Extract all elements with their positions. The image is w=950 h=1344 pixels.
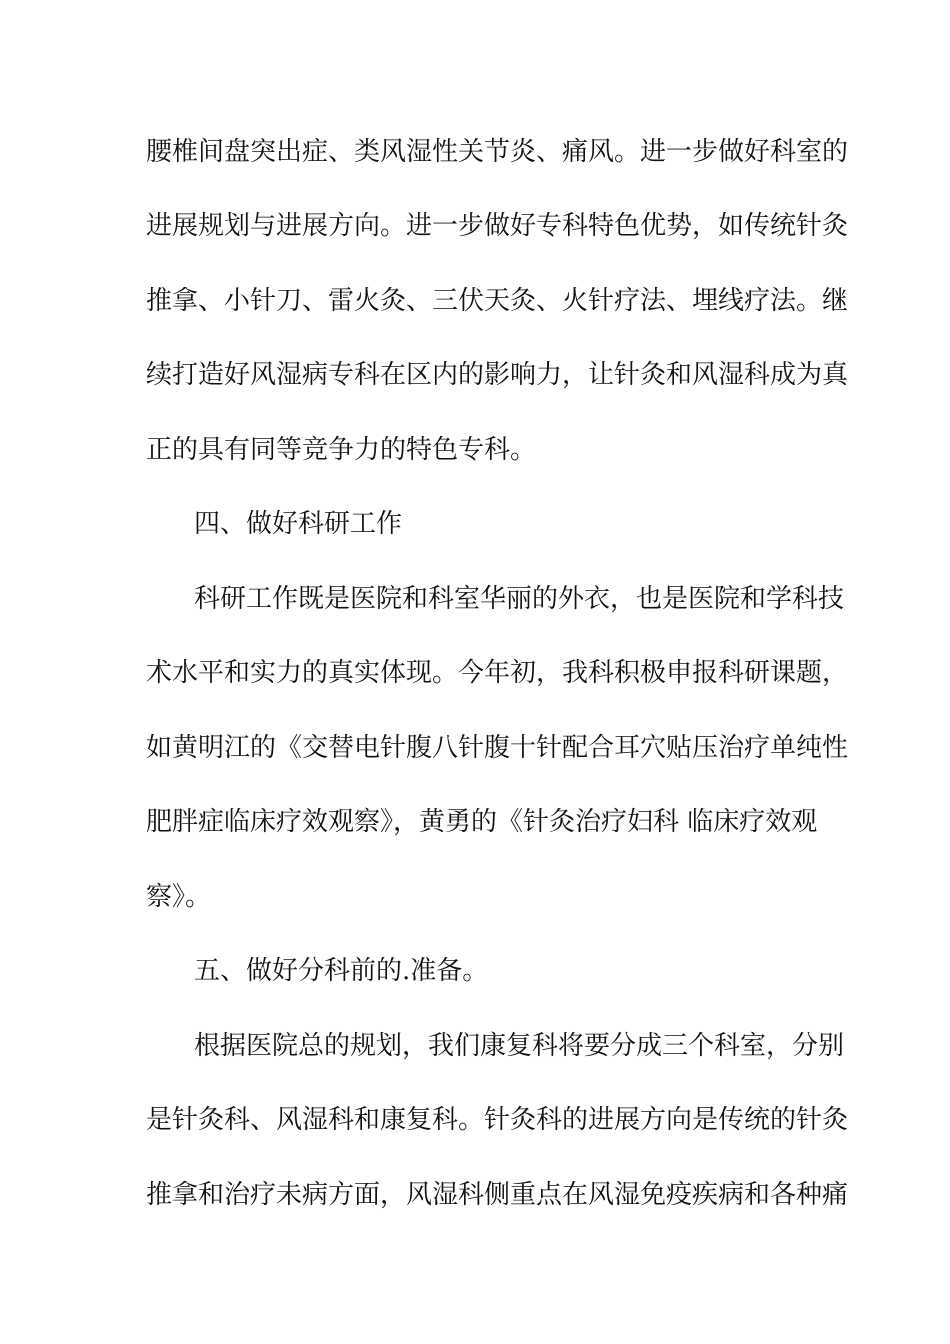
paragraph-line: 正的具有同等竞争力的特色专科。 — [146, 435, 537, 465]
section-heading: 五、做好分科前的.准备。 — [194, 956, 489, 986]
paragraph-line: 术水平和实力的真实体现。今年初，我科积极申报科研课题， — [146, 658, 849, 688]
paragraph-line: 肥胖症临床疗效观察》，黄勇的《针灸治疗妇科 临床疗效观 — [146, 807, 818, 837]
paragraph-line: 如黄明江的《交替电针腹八针腹十针配合耳穴贴压治疗单纯性 — [146, 733, 849, 763]
paragraph-line: 进展规划与进展方向。进一步做好专科特色优势，如传统针灸 — [146, 211, 849, 241]
section-heading: 四、做好科研工作 — [194, 509, 403, 539]
paragraph-line: 续打造好风湿病专科在区内的影响力，让针灸和风湿科成为真 — [146, 360, 849, 390]
paragraph-line: 推拿、小针刀、雷火灸、三伏天灸、火针疗法、埋线疗法。继 — [146, 286, 849, 316]
paragraph-line: 推拿和治疗未病方面，风湿科侧重点在风湿免疫疾病和各种痛 — [146, 1180, 849, 1210]
paragraph-line: 根据医院总的规划，我们康复科将要分成三个科室，分别 — [194, 1031, 845, 1061]
paragraph-line: 察》。 — [146, 882, 212, 912]
paragraph-line: 是针灸科、风湿科和康复科。针灸科的进展方向是传统的针灸 — [146, 1105, 849, 1135]
paragraph-line: 科研工作既是医院和科室华丽的外衣，也是医院和学科技 — [194, 584, 845, 614]
paragraph-line: 腰椎间盘突出症、类风湿性关节炎、痛风。进一步做好科室的 — [146, 137, 849, 167]
